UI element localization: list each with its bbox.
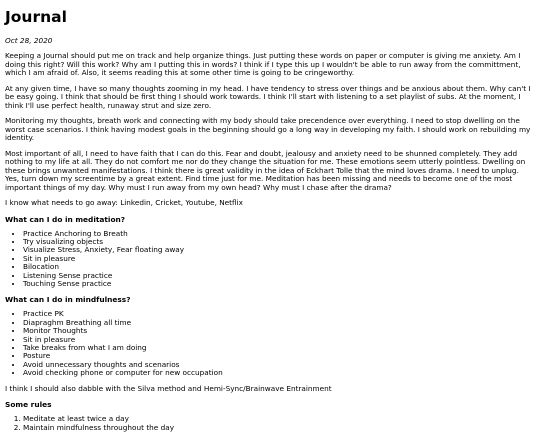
list-item: • Diapraghm Breathing all time (23, 319, 535, 327)
list-item: • Practice PK (23, 310, 535, 318)
mindfulness-list (5, 310, 535, 377)
rules-list (5, 415, 535, 432)
list-item: • Touching Sense practice (23, 280, 535, 288)
list-item: 1. Meditate at least twice a day (23, 415, 535, 423)
list-item: • Sit in pleasure (23, 255, 535, 263)
paragraph-thoughts: At any given time, I have so many thoughts zooming in my head. I have tendency to stress over things and be anxious about them. Why can't I be easy going. I think that should be first thing I should work towards. I think I'll start with listening to a set playlist of subs. At the moment, I think I'll use perfect health, runaway strut and size zero. (5, 83, 531, 110)
meditation-list (5, 230, 535, 289)
list-item: • Avoid checking phone or computer for new occupation (23, 369, 535, 377)
list-item: • Listening Sense practice (23, 272, 535, 280)
mindfulness-heading: What can I do in mindfulness? (5, 295, 131, 305)
list-item: • Sit in pleasure (23, 336, 535, 344)
list-item: • Avoid unnecessary thoughts and scenarios (23, 361, 535, 369)
paragraph-monitoring: Monitoring my thoughts, breath work and connecting with my body should take precendence over everything. I need to stop dwelling on the worst case scenarios. I think having modest goals in the beginning should go a long way in developing my faith. I should work on rebuilding my identity. (5, 116, 531, 142)
meditation-heading: What can I do in meditation? (5, 214, 126, 224)
list-item: • Posture (23, 352, 535, 360)
entry-date: Oct 28, 2020 (5, 36, 53, 45)
list-item: • Practice Anchoring to Breath (23, 230, 535, 238)
list-item: 2. Maintain mindfulness throughout the day (23, 424, 535, 432)
silva-note: I think I should also dabble with the Silva method and Hemi-Sync/Brainwave Entrainment (5, 383, 332, 393)
list-item: • Visualize Stress, Anxiety, Fear floating away (23, 246, 535, 254)
paragraph-intro: Keeping a Journal should put me on track and help organize things. Just putting these words on paper or computer is giving me anxiety. Am I doing this right? Will this work? Why am I putting this in words? I think if I type this up I wouldn't be able to run away from the committment, which I am afraid of. Also, it seems reading this at some other time is going to be cringeworthy. (5, 51, 521, 77)
paragraph-faith: Most important of all, I need to have faith that I can do this. Fear and doubt, jealousy and anxiety need to be shunned completely. They add nothing to my life at all. They do not comfort me nor do they change the situation for me. These emotions seem utterly pointless. Dwelling on these brings unwanted manifestations. I think there is great validity in the idea of Eckhart Tolle that the mind loves drama. I need to unplug. Yes, turn down my screentime by a great extent. Find time just for me. Meditation has been missing and needs to become one of the most important things of my day. Why must I run away from my own head? Why must I chase after the drama? (5, 148, 526, 192)
page-title: Journal (5, 8, 67, 26)
list-item: • Try visualizing objects (23, 238, 535, 246)
list-item: • Monitor Thoughts (23, 327, 535, 335)
list-item: • Bilocation (23, 263, 535, 271)
paragraph-go-away: I know what needs to go away: Linkedin, Cricket, Youtube, Netflix (5, 198, 243, 207)
rules-heading: Some rules (5, 400, 52, 410)
list-item: • Take breaks from what I am doing (23, 344, 535, 352)
